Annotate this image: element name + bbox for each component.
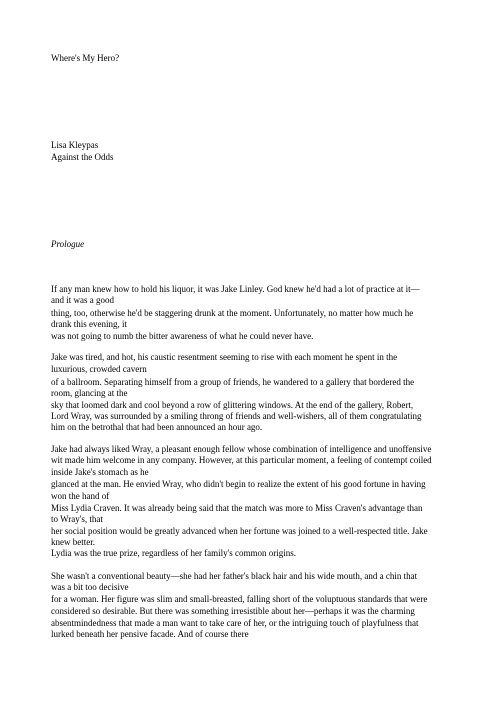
paragraph-1-line-2: and it was a good [51, 295, 114, 305]
paragraph-3-line-7: to Wray's, that [51, 514, 103, 524]
paragraph-3-line-3: inside Jake's stomach as he [51, 467, 149, 477]
book-title: Where's My Hero? [51, 53, 120, 63]
paragraph-2-line-3: of a ballroom. Separating himself from a group of friends, he wandered to a gallery that bordered the [51, 377, 415, 387]
paragraph-3-line-5: won the hand of [51, 491, 110, 501]
paragraph-4-line-2: was a bit too decisive [51, 582, 129, 592]
author-name: Lisa Kleypas [51, 140, 99, 150]
paragraph-1-line-3: thing, too, otherwise he'd be staggering drunk at the moment. Unfortunately, no matter how much he [51, 308, 414, 318]
paragraph-2-line-1: Jake was tired, and hot, his caustic resentment seeming to rise with each moment he spent in the [51, 352, 398, 362]
paragraph-4-line-6: lurked beneath her pensive facade. And of course there [51, 629, 249, 639]
paragraph-2-line-5: sky that loomed dark and cool beyond a row of glittering windows. At the end of the gallery, Robert, [51, 400, 414, 410]
paragraph-2-line-4: room, glancing at the [51, 388, 128, 398]
chapter-title: Prologue [51, 239, 85, 249]
paragraph-2-line-6: Lord Wray, was surrounded by a smiling throng of friends and well-wishers, all of them congratulating [51, 411, 422, 421]
paragraph-3-line-9: knew better. [51, 537, 95, 547]
paragraph-4-line-5: absentmindedness that made a man want to take care of her, or the intriguing touch of playfulness that [51, 618, 419, 628]
paragraph-3-line-8: her social position would be greatly advanced when her fortune was joined to a well-respected title. Jake [51, 526, 428, 536]
paragraph-1-line-4: drank this evening, it [51, 319, 127, 329]
paragraph-2-line-7: him on the betrothal that had been announced an hour ago. [51, 422, 263, 432]
paragraph-2-line-2: luxurious, crowded cavern [51, 364, 147, 374]
paragraph-1-line-5: was not going to numb the bitter awareness of what he could never have. [51, 331, 314, 341]
paragraph-3-line-4: glanced at the man. He envied Wray, who didn't begin to realize the extent of his good fortune in having [51, 479, 426, 489]
paragraph-4-line-4: considered so desirable. But there was something irresistible about her—perhaps it was the charming [51, 606, 415, 616]
story-title: Against the Odds [51, 152, 114, 162]
paragraph-4-line-1: She wasn't a conventional beauty—she had her father's black hair and his wide mouth, and a chin that [51, 571, 418, 581]
paragraph-1-line-1: If any man knew how to hold his liquor, it was Jake Linley. God knew he'd had a lot of practice at it— [51, 284, 420, 294]
paragraph-4-line-3: for a woman. Her figure was slim and small-breasted, falling short of the voluptuous standards that were [51, 594, 428, 604]
paragraph-3-line-10: Lydia was the true prize, regardless of her family's common origins. [51, 548, 297, 558]
paragraph-3-line-2: wit made him welcome in any company. However, at this particular moment, a feeling of contempt coiled [51, 455, 432, 465]
paragraph-3-line-1: Jake had always liked Wray, a pleasant enough fellow whose combination of intelligence and unoffensive [51, 444, 432, 454]
paragraph-3-line-6: Miss Lydia Craven. It was already being said that the match was more to Miss Craven's advantage than [51, 503, 423, 513]
